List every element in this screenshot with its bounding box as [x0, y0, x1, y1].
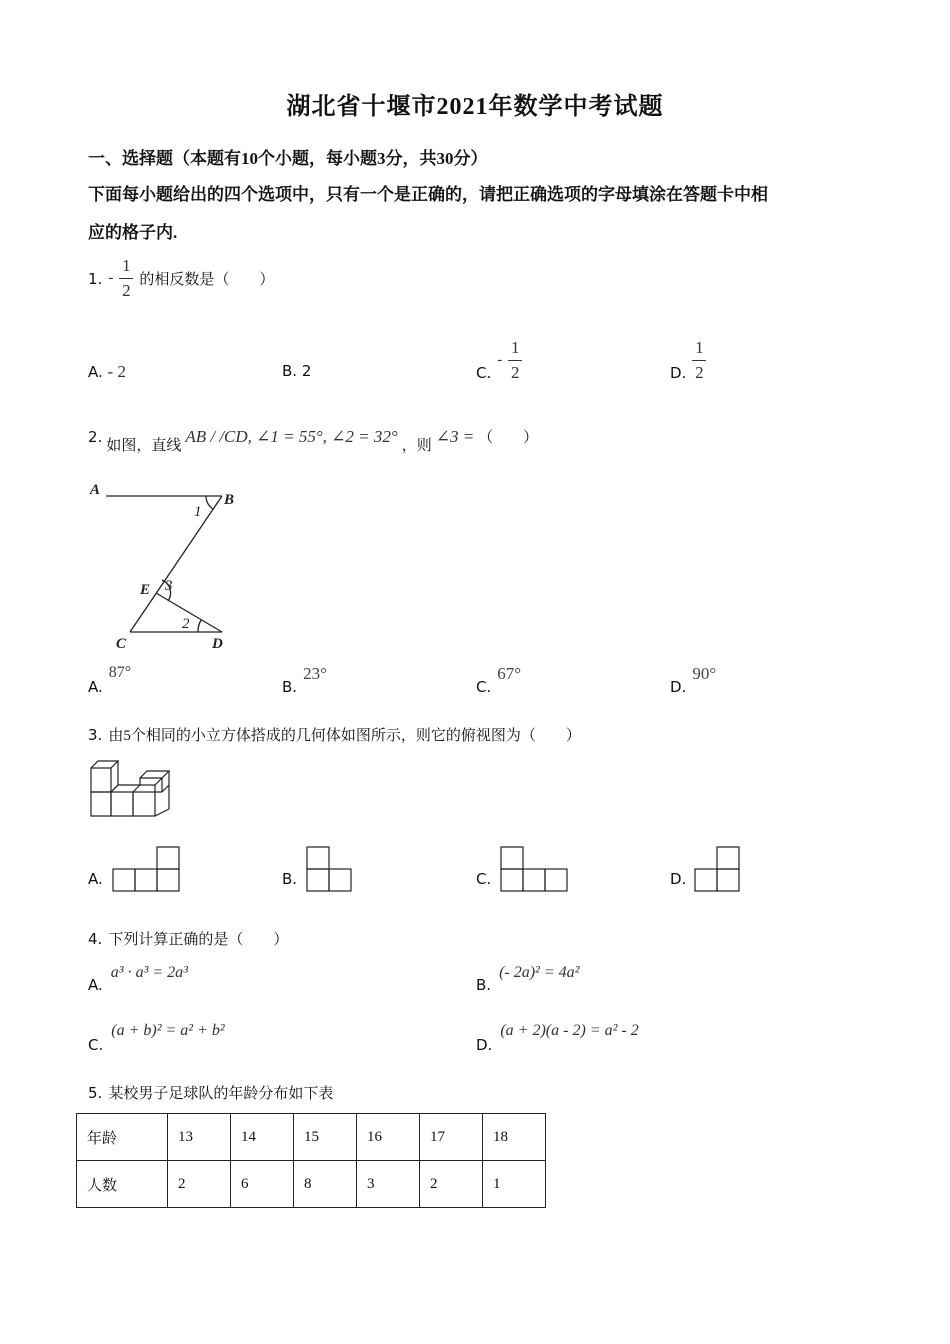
option-label: B. [282, 362, 298, 380]
option-label: C. [476, 363, 492, 382]
table-cell: 18 [483, 1114, 546, 1161]
question-text: 下列计算正确的是（ ） [108, 932, 289, 948]
instruction-line-1: 下面每小题给出的四个选项中，只有一个是正确的，请把正确选项的字母填涂在答题卡中相 [88, 185, 768, 204]
age-distribution-table [76, 1113, 546, 1208]
option-label: A. [88, 363, 103, 381]
q3-option-d-label[interactable]: D. [670, 870, 687, 888]
option-value: - 2 [107, 362, 126, 381]
question-text: 由5个相同的小立方体搭成的几何体如图所示，则它的俯视图为（ ） [108, 728, 581, 744]
q1-option-b[interactable] [282, 362, 311, 380]
q3-option-a-grid[interactable] [112, 845, 182, 893]
question-text: ，则 [401, 438, 432, 454]
question-text: 如图，直线 [106, 438, 182, 454]
option-label: B. [476, 976, 492, 994]
fraction-bar [692, 360, 706, 361]
q2-geometry-figure [84, 476, 244, 656]
q2-option-b[interactable] [282, 664, 327, 696]
denominator: 2 [122, 281, 131, 300]
minus-sign: - [108, 270, 114, 286]
numerator: 1 [511, 338, 520, 357]
q2-option-c[interactable] [476, 664, 521, 696]
numerator: 1 [695, 338, 704, 357]
denominator: 2 [695, 363, 704, 382]
q3-option-b-grid[interactable] [306, 845, 354, 893]
option-value: 67° [497, 664, 522, 683]
question-4 [88, 928, 288, 949]
table-cell: 6 [231, 1161, 294, 1208]
condition-math: AB / /CD, ∠1 = 55°, ∠2 = 32° [185, 426, 398, 446]
question-number: 2. [88, 427, 103, 446]
table-row [77, 1114, 546, 1161]
label-c: C [116, 636, 127, 652]
option-label: D. [476, 1036, 493, 1054]
q1-option-a[interactable] [88, 362, 126, 382]
question-text: 的相反数是（ ） [139, 272, 275, 288]
q3-option-c-label[interactable]: C. [476, 870, 492, 888]
q4-option-a[interactable] [88, 964, 188, 994]
option-value: 23° [303, 664, 327, 683]
option-label: D. [670, 363, 687, 382]
line-bc [130, 496, 222, 632]
option-value: a³ · a³ = 2a³ [110, 964, 188, 981]
fraction [692, 338, 706, 383]
option-value: 2 [301, 362, 312, 380]
table-cell: 2 [168, 1161, 231, 1208]
question-text: （ ） [478, 430, 539, 446]
label-d: D [212, 636, 223, 652]
option-value: 90° [692, 664, 717, 683]
option-label: A. [88, 976, 103, 994]
q4-option-d[interactable] [476, 1022, 639, 1054]
table-cell: 16 [357, 1114, 420, 1161]
table-cell: 2 [420, 1161, 483, 1208]
instruction-line-2: 应的格子内. [88, 223, 178, 242]
page-title: 湖北省十堰市2021年数学中考试题 [286, 94, 664, 120]
option-label: C. [88, 1036, 104, 1054]
option-label: B. [282, 678, 298, 696]
question-text: 某校男子足球队的年龄分布如下表 [108, 1086, 334, 1102]
q3-option-d-grid[interactable] [694, 845, 742, 893]
q3-option-c-grid[interactable] [500, 845, 570, 893]
table-cell: 1 [483, 1161, 546, 1208]
table-cell: 13 [168, 1114, 231, 1161]
numerator: 1 [122, 256, 131, 275]
section-heading: 一、选择题（本题有10个小题，每小题3分，共30分） [88, 149, 488, 168]
label-a: A [90, 482, 101, 498]
q1-option-d[interactable] [670, 338, 706, 383]
option-label: A. [88, 678, 103, 696]
option-value: 87° [108, 664, 132, 681]
angle-2-arc [198, 620, 201, 632]
table-cell: 8 [294, 1161, 357, 1208]
q2-option-d[interactable] [670, 664, 716, 696]
question-2 [88, 418, 538, 455]
question-number: 3. [88, 725, 103, 744]
q4-option-b[interactable] [476, 964, 579, 994]
option-value: (a + 2)(a - 2) = a² - 2 [500, 1022, 639, 1039]
label-3: 3 [165, 578, 173, 594]
q3-option-a-label[interactable]: A. [88, 870, 103, 888]
fraction [119, 256, 133, 301]
q4-option-c[interactable] [88, 1022, 225, 1054]
label-b: B [224, 492, 235, 508]
fraction-bar [508, 360, 522, 361]
table-cell: 3 [357, 1161, 420, 1208]
option-label: D. [670, 678, 687, 696]
fraction-bar [119, 278, 133, 279]
option-value: (a + b)² = a² + b² [111, 1022, 225, 1039]
question-number: 1. [88, 269, 103, 288]
angle-1-arc [206, 496, 213, 509]
table-row [77, 1161, 546, 1208]
option-value: (- 2a)² = 4a² [499, 964, 580, 981]
question-3 [88, 724, 581, 745]
table-cell: 年龄 [77, 1114, 168, 1161]
q3-cubes-figure [88, 758, 178, 820]
minus-sign: - [497, 352, 503, 368]
option-label: C. [476, 678, 492, 696]
table-cell: 17 [420, 1114, 483, 1161]
q1-option-c[interactable] [476, 338, 522, 383]
denominator: 2 [511, 363, 520, 382]
question-number: 4. [88, 929, 103, 948]
label-e: E [140, 582, 151, 598]
table-cell: 人数 [77, 1161, 168, 1208]
question-number: 5. [88, 1083, 103, 1102]
table-cell: 14 [231, 1114, 294, 1161]
question-5 [88, 1082, 333, 1103]
q3-option-b-label[interactable]: B. [282, 870, 298, 888]
table-cell: 15 [294, 1114, 357, 1161]
q2-option-a[interactable] [88, 664, 131, 696]
label-1: 1 [194, 504, 202, 520]
fraction [508, 338, 522, 383]
question-1 [88, 256, 274, 301]
label-2: 2 [182, 616, 190, 632]
ask-math: ∠3 = [435, 426, 475, 446]
